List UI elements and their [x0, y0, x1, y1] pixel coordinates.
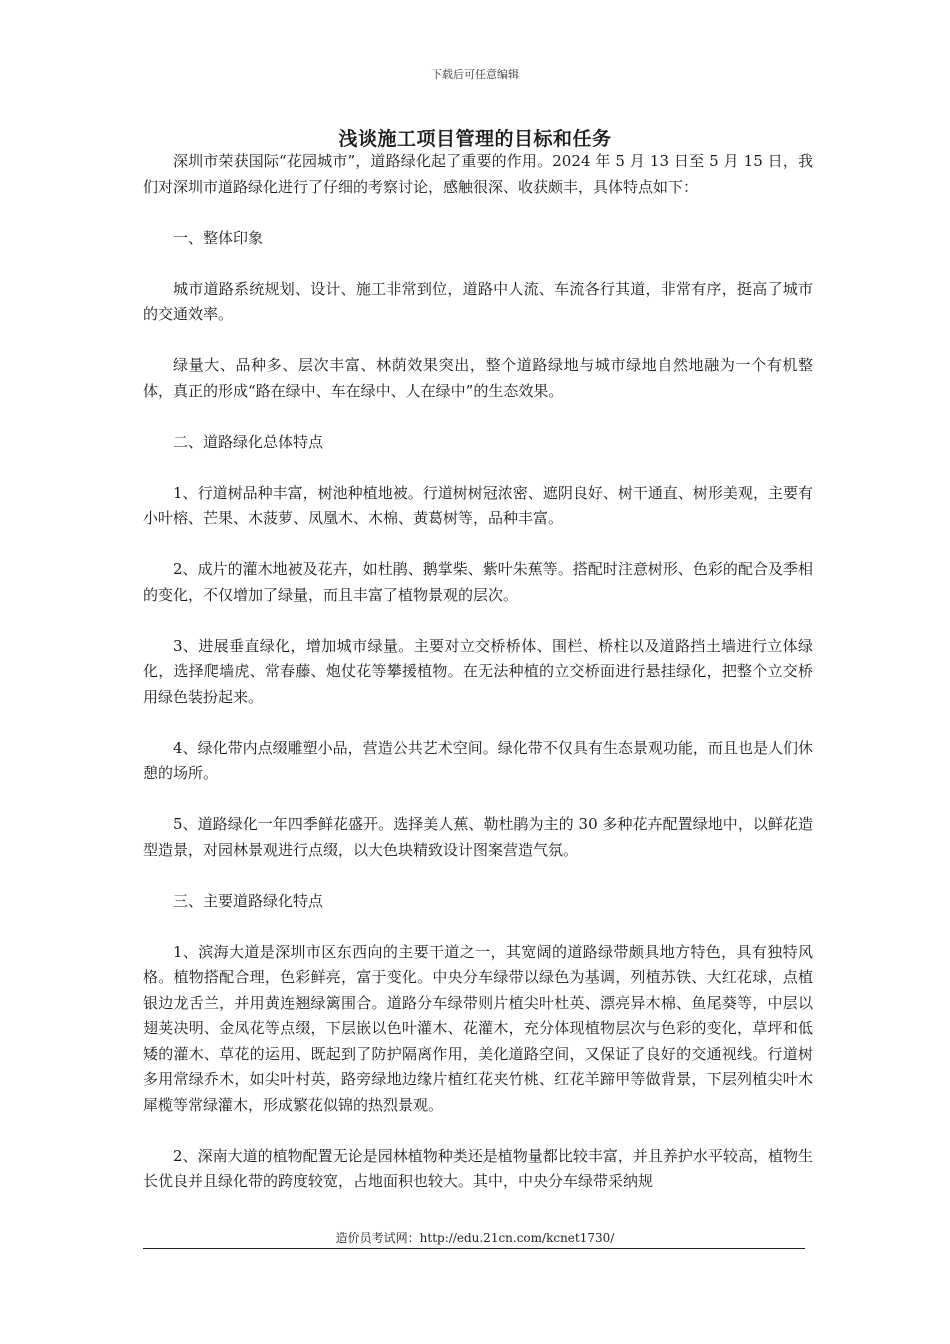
paragraph: 城市道路系统规划、设计、施工非常到位，道路中人流、车流各行其道，非常有序，挺高了城市的交通效率。	[143, 279, 813, 323]
paragraph-intro: 深圳市荣获国际“花园城市”，道路绿化起了重要的作用。2024 年 5 月 13 日至 5 月 15 日，我们对深圳市道路绿化进行了仔细的考察讨论，感触很深、收获颇丰，具体特点如下：	[143, 152, 813, 196]
paragraph: 2、成片的灌木地被及花卉，如杜鹃、鹅掌柴、紫叶朱蕉等。搭配时注意树形、色彩的配合及季相的变化，不仅增加了绿量，而且丰富了植物景观的层次。	[143, 560, 813, 604]
footer-source-link[interactable]: 造价员考试网：http://edu.21cn.com/kcnet1730/	[335, 1231, 615, 1245]
paragraph: 5、道路绿化一年四季鲜花盛开。选择美人蕉、勒杜鹃为主的 30 多种花卉配置绿地中，以鲜花造型造景，对园林景观进行点缀，以大色块精致设计图案营造气氛。	[143, 815, 813, 859]
document-body	[143, 149, 813, 1220]
paragraph: 4、绿化带内点缀雕塑小品，营造公共艺术空间。绿化带不仅具有生态景观功能，而且也是人们休憩的场所。	[143, 738, 813, 782]
paragraph: 3、进展垂直绿化，增加城市绿量。主要对立交桥桥体、围栏、桥柱以及道路挡土墙进行立体绿化，选择爬墙虎、常春藤、炮仗花等攀援植物。在无法种植的立交桥面进行悬挂绿化，把整个立交桥用绿色装扮起来。	[143, 636, 813, 706]
paragraph: 1、滨海大道是深圳市区东西向的主要干道之一，其宽阔的道路绿带颇具地方特色，具有独特风格。植物搭配合理，色彩鲜亮，富于变化。中央分车绿带以绿色为基调，列植苏铁、大红花球，点植银边龙舌兰，并用黄连翘绿篱围合。道路分车绿带则片植尖叶杜英、漂亮异木棉、鱼尾葵等，中层以翅荚决明、金凤花等点缀，下层嵌以色叶灌木、花灌木，充分体现植物层次与色彩的变化，草坪和低矮的灌木、草花的运用、既起到了防护隔离作用，美化道路空间，又保证了良好的交通视线。行道树多用常绿乔木，如尖叶村英，路旁绿地边缘片植红花夹竹桃、红花羊蹄甲等做背景，下层列植尖叶木犀榄等常绿灌木，形成繁花似锦的热烈景观。	[143, 942, 813, 1114]
section-heading: 一、整体印象	[173, 228, 264, 247]
paragraph: 1、行道树品种丰富，树池种植地被。行道树树冠浓密、遮阴良好、树干通直、树形美观，主要有小叶榕、芒果、木菠萝、凤凰木、木棉、黄葛树等，品种丰富。	[143, 483, 813, 527]
header-note: 下载后可任意编辑	[431, 68, 519, 81]
footer-divider	[143, 1248, 805, 1249]
section-heading: 二、道路绿化总体特点	[173, 432, 324, 451]
document-title: 浅谈施工项目管理的目标和任务	[338, 128, 612, 150]
section-heading: 三、主要道路绿化特点	[173, 891, 324, 910]
paragraph: 绿量大、品种多、层次丰富、林荫效果突出，整个道路绿地与城市绿地自然地融为一个有机整体，真正的形成“路在绿中、车在绿中、人在绿中”的生态效果。	[143, 356, 813, 400]
paragraph: 2、深南大道的植物配置无论是园林植物种类还是植物量都比较丰富，并且养护水平较高，植物生长优良并且绿化带的跨度较宽，占地面积也较大。其中，中央分车绿带采纳规	[143, 1146, 813, 1190]
